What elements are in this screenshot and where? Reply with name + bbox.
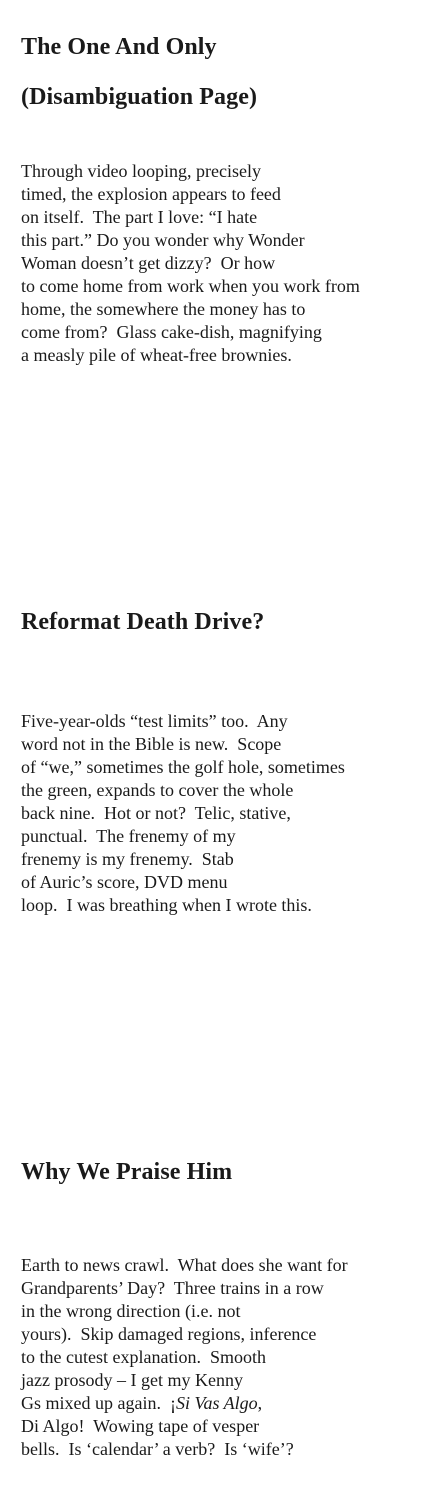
poem-line: on itself. The part I love: “I hate	[21, 207, 258, 227]
poem-body	[21, 710, 345, 917]
poem-line: loop. I was breathing when I wrote this.	[21, 895, 312, 915]
poem-line: Woman doesn’t get dizzy? Or how	[21, 253, 276, 273]
line-text: ,	[257, 1393, 263, 1413]
poem-line: jazz prosody – I get my Kenny	[21, 1370, 243, 1390]
poem-line: word not in the Bible is new. Scope	[21, 734, 282, 754]
poem-line: Five-year-olds “test limits” too. Any	[21, 711, 288, 731]
poem-line: timed, the explosion appears to feed	[21, 184, 281, 204]
poem-line: of Auric’s score, DVD menu	[21, 872, 228, 892]
poem-line: bells. Is ‘calendar’ a verb? Is ‘wife’?	[21, 1439, 294, 1459]
poem-title: Why We Praise Him	[21, 1159, 233, 1185]
poem-line: Grandparents’ Day? Three trains in a row	[21, 1278, 324, 1298]
poem-body	[21, 160, 360, 367]
poem-line: come from? Glass cake-dish, magnifying	[21, 322, 322, 342]
poem-line: to come home from work when you work from	[21, 276, 360, 296]
line-text: Gs mixed up again. ¡	[21, 1393, 176, 1413]
poem-line: Earth to news crawl. What does she want for	[21, 1255, 348, 1275]
poem-title-line: The One And Only	[21, 34, 217, 60]
poem-line: frenemy is my frenemy. Stab	[21, 849, 234, 869]
poem-body	[21, 1254, 348, 1461]
poem-line: this part.” Do you wonder why Wonder	[21, 230, 305, 250]
poem-line: home, the somewhere the money has to	[21, 299, 306, 319]
poem-line: Through video looping, precisely	[21, 161, 261, 181]
poem-line: yours). Skip damaged regions, inference	[21, 1324, 317, 1344]
poem-line: back nine. Hot or not? Telic, stative,	[21, 803, 291, 823]
poem-reformat-death-drive	[21, 597, 431, 915]
poem-line: Di Algo! Wowing tape of vesper	[21, 1416, 260, 1436]
poem-line: the green, expands to cover the whole	[21, 780, 294, 800]
poem-title: Reformat Death Drive?	[21, 609, 265, 635]
poem-title	[21, 22, 431, 122]
poem-the-one-and-only	[21, 22, 431, 365]
poem-line: punctual. The frenemy of my	[21, 826, 236, 846]
poem-line	[21, 1392, 348, 1415]
poem-line: a measly pile of wheat-free brownies.	[21, 345, 292, 365]
poem-line: of “we,” sometimes the golf hole, sometimes	[21, 757, 345, 777]
poem-line: in the wrong direction (i.e. not	[21, 1301, 241, 1321]
poem-title-line: (Disambiguation Page)	[21, 84, 258, 110]
poem-why-we-praise-him	[21, 1147, 431, 1459]
poem-line: to the cutest explanation. Smooth	[21, 1347, 266, 1367]
italic-phrase: Si Vas Algo	[175, 1393, 258, 1413]
